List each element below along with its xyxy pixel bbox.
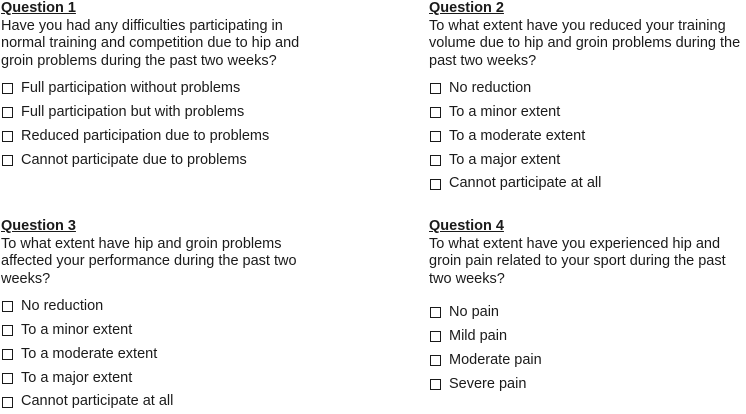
- option-label: To a minor extent: [21, 321, 133, 338]
- answer-options: [429, 77, 746, 196]
- answer-option[interactable]: [1, 366, 321, 390]
- checkbox[interactable]: [430, 155, 441, 166]
- checkbox[interactable]: [2, 325, 13, 336]
- checkbox[interactable]: [430, 331, 441, 342]
- checkbox[interactable]: [430, 179, 441, 190]
- answer-option[interactable]: [1, 148, 331, 172]
- checkbox[interactable]: [430, 83, 441, 94]
- option-label: Cannot participate at all: [21, 393, 174, 410]
- option-label: Full participation without problems: [21, 80, 241, 97]
- answer-option[interactable]: [429, 125, 746, 149]
- question-title: Question 1: [1, 0, 76, 16]
- checkbox[interactable]: [2, 349, 13, 360]
- checkbox[interactable]: [2, 373, 13, 384]
- question-title: Question 2: [429, 0, 504, 16]
- answer-option[interactable]: [1, 101, 331, 125]
- checkbox[interactable]: [2, 301, 13, 312]
- checkbox[interactable]: [430, 379, 441, 390]
- answer-option[interactable]: [429, 101, 746, 125]
- checkbox[interactable]: [430, 107, 441, 118]
- checkbox[interactable]: [2, 155, 13, 166]
- question-title: Question 4: [429, 218, 504, 234]
- question-1: [1, 0, 331, 172]
- answer-option[interactable]: [429, 349, 746, 373]
- option-label: No reduction: [449, 80, 532, 97]
- question-text: To what extent have you experienced hip and groin pain related to your sport during the past two weeks?: [429, 235, 726, 287]
- answer-option[interactable]: [429, 372, 746, 396]
- answer-option[interactable]: [429, 148, 746, 172]
- option-label: To a major extent: [449, 151, 561, 168]
- option-label: Severe pain: [449, 375, 527, 392]
- answer-option[interactable]: [429, 77, 746, 101]
- checkbox[interactable]: [430, 355, 441, 366]
- answer-option[interactable]: [429, 325, 746, 349]
- option-label: Moderate pain: [449, 351, 542, 368]
- option-label: No reduction: [21, 298, 104, 315]
- checkbox[interactable]: [2, 397, 13, 408]
- question-3: [1, 218, 321, 414]
- answer-option[interactable]: [429, 172, 746, 196]
- question-text: Have you had any difficulties participating in normal training and competition due to hip and groin problems during the past two weeks?: [1, 17, 300, 69]
- checkbox[interactable]: [2, 107, 13, 118]
- question-text: To what extent have you reduced your training volume due to hip and groin problems during the past two weeks?: [429, 17, 741, 69]
- option-label: To a major extent: [21, 369, 133, 386]
- answer-options: [1, 295, 321, 414]
- answer-option[interactable]: [1, 390, 321, 414]
- answer-option[interactable]: [1, 125, 331, 149]
- question-text: To what extent have hip and groin problems affected your performance during the past two weeks?: [1, 235, 297, 287]
- question-title: Question 3: [1, 218, 76, 234]
- answer-option[interactable]: [429, 301, 746, 325]
- option-label: Mild pain: [449, 327, 508, 344]
- option-label: To a minor extent: [449, 103, 561, 120]
- answer-options: [429, 301, 746, 396]
- answer-option[interactable]: [1, 319, 321, 343]
- question-4: [429, 218, 746, 396]
- answer-option[interactable]: [1, 295, 321, 319]
- option-label: To a moderate extent: [449, 127, 586, 144]
- checkbox[interactable]: [430, 131, 441, 142]
- question-2: [429, 0, 746, 196]
- option-label: Cannot participate at all: [449, 175, 602, 192]
- option-label: To a moderate extent: [21, 345, 158, 362]
- checkbox[interactable]: [430, 307, 441, 318]
- option-label: Full participation but with problems: [21, 103, 245, 120]
- checkbox[interactable]: [2, 131, 13, 142]
- answer-options: [1, 77, 331, 172]
- answer-option[interactable]: [1, 77, 331, 101]
- checkbox[interactable]: [2, 83, 13, 94]
- option-label: No pain: [449, 304, 499, 321]
- option-label: Cannot participate due to problems: [21, 151, 247, 168]
- option-label: Reduced participation due to problems: [21, 127, 270, 144]
- answer-option[interactable]: [1, 343, 321, 367]
